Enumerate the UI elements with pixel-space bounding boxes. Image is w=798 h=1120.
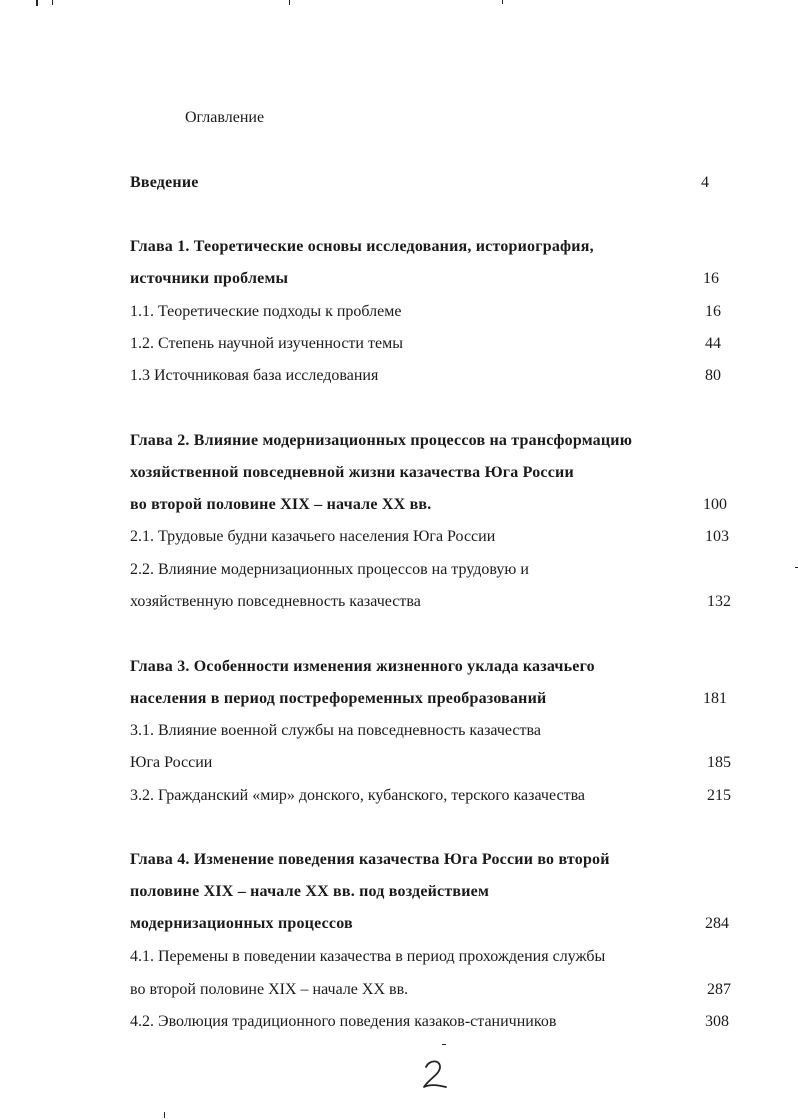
toc-page-chapter-4: 284 [705, 915, 729, 932]
toc-page-3-1: 185 [707, 754, 731, 771]
toc-section-4-2: 4.2. Эволюция традиционного поведения казаков-станичников [130, 1013, 557, 1030]
toc-section-2-2-line-1: 2.2. Влияние модернизационных процессов на трудовую и [130, 561, 529, 578]
toc-chapter-2-line-1: Глава 2. Влияние модернизационных процессов на трансформацию [130, 432, 633, 449]
toc-page-chapter-2: 100 [703, 496, 727, 513]
toc-page-2-2: 132 [707, 593, 731, 610]
handwritten-page-number [420, 1058, 450, 1092]
toc-chapter-2-line-2: хозяйственной повседневной жизни казачества Юга России [130, 464, 574, 481]
toc-section-2-1: 2.1. Трудовые будни казачьего населения Юга России [130, 528, 496, 545]
toc-chapter-3-line-2: населения в период пострефоременных преобразований [130, 690, 547, 707]
toc-page-intro: 4 [701, 174, 709, 191]
scan-artifact [52, 0, 53, 5]
toc-section-1-3: 1.3 Источниковая база исследования [130, 367, 379, 384]
toc-page-2-1: 103 [705, 528, 729, 545]
toc-section-3-1-line-1: 3.1. Влияние военной службы на повседневность казачества [130, 722, 541, 739]
toc-section-3-1-line-2: Юга России [130, 754, 213, 771]
toc-page-3-2: 215 [707, 787, 731, 804]
toc-section-4-1-line-2: во второй половине XIX – начале XX вв. [130, 981, 409, 998]
scan-artifact [502, 0, 503, 4]
toc-section-1-1: 1.1. Теоретические подходы к проблеме [130, 303, 402, 320]
scan-artifact [164, 1112, 165, 1118]
toc-page-4-2: 308 [705, 1013, 729, 1030]
toc-chapter-2-line-3: во второй половине XIX – начале XX вв. [130, 496, 432, 513]
scan-artifact [36, 0, 38, 6]
toc-page-1-1: 16 [705, 303, 721, 320]
toc-section-4-1-line-1: 4.1. Перемены в поведении казачества в период прохождения службы [130, 948, 606, 965]
toc-page-chapter-3: 181 [703, 690, 727, 707]
scan-artifact [442, 1044, 446, 1045]
toc-page-1-3: 80 [705, 367, 721, 384]
toc-chapter-3-line-1: Глава 3. Особенности изменения жизненного уклада казачьего [130, 658, 595, 675]
toc-chapter-1-line-2: источники проблемы [130, 270, 289, 287]
toc-chapter-4-line-1: Глава 4. Изменение поведения казачества Юга России во второй [130, 851, 610, 868]
toc-chapter-4-line-2: половине XIX – начале XX вв. под воздействием [130, 883, 490, 900]
toc-section-2-2-line-2: хозяйственную повседневность казачества [130, 593, 421, 610]
toc-page-4-1: 287 [707, 981, 731, 998]
toc-entry-intro: Введение [130, 174, 199, 191]
toc-page-1-2: 44 [705, 335, 721, 352]
toc-section-1-2: 1.2. Степень научной изученности темы [130, 335, 403, 352]
toc-chapter-1-line-1: Глава 1. Теоретические основы исследования, историография, [130, 238, 594, 255]
toc-page-chapter-1: 16 [703, 270, 719, 287]
toc-section-3-2: 3.2. Гражданский «мир» донского, кубанского, терского казачества [130, 787, 586, 804]
toc-chapter-4-line-3: модернизационных процессов [130, 915, 353, 932]
scan-artifact [289, 0, 290, 5]
page-number-text: 2 [420, 1058, 421, 1059]
toc-title: Оглавление [185, 109, 265, 126]
